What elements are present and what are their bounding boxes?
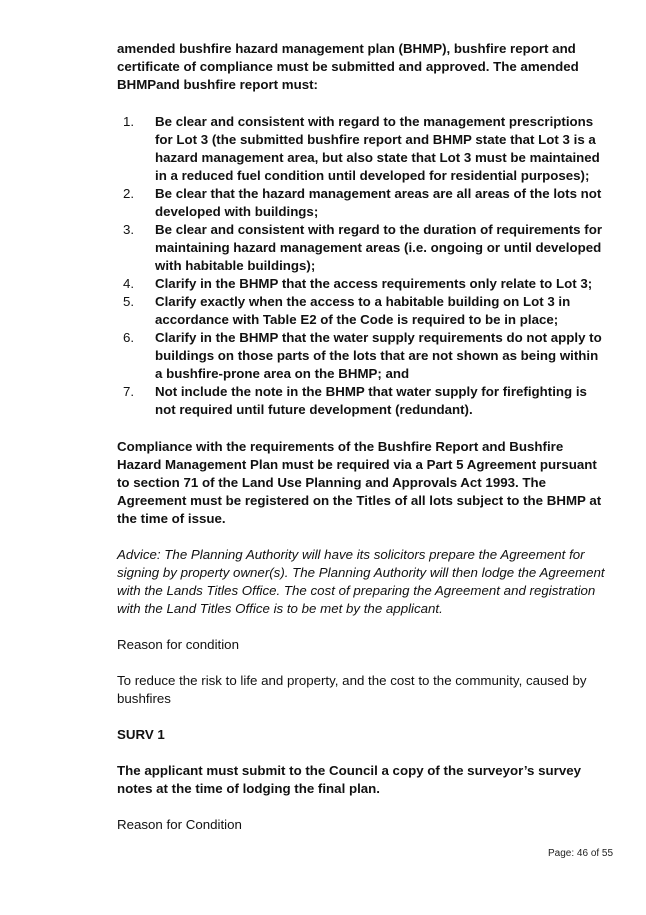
- list-item: [117, 329, 607, 383]
- intro-paragraph: amended bushfire hazard management plan (BHMP), bushfire report and certificate of compliance must be submitted and approved. The amended BHMPand bushfire report must:: [117, 41, 579, 92]
- list-item-number: 6.: [123, 330, 135, 345]
- list-item: [117, 185, 607, 221]
- surv-paragraph: The applicant must submit to the Council a copy of the surveyor’s survey notes at the time of lodging the final plan.: [117, 763, 582, 796]
- document-page: [117, 40, 607, 834]
- page-number: Page: 46 of 55: [548, 848, 614, 859]
- list-item-number: 2.: [123, 186, 135, 201]
- reason-heading: Reason for Condition: [117, 817, 242, 832]
- section-heading-surv: SURV 1: [117, 727, 165, 742]
- list-item-text: Clarify in the BHMP that the water supply requirements do not apply to buildings on those parts of the lots that are not shown as being within a bushfire-prone area on the BHMP; and: [155, 330, 602, 381]
- list-item: [117, 221, 607, 275]
- list-item: [117, 113, 607, 185]
- list-item: [117, 383, 607, 419]
- list-item-number: 3.: [123, 222, 135, 237]
- advice-paragraph: Advice: The Planning Authority will have its solicitors prepare the Agreement for signing by property owner(s). The Planning Authority will then lodge the Agreement with the Lands Titles Office. The cost of preparing the Agreement and registration with the Land Titles Office is to be met by the applicant.: [117, 547, 605, 616]
- list-item-text: Be clear that the hazard management areas are all areas of the lots not developed with buildings;: [155, 186, 602, 219]
- list-item-text: Clarify exactly when the access to a habitable building on Lot 3 in accordance with Table E2 of the Code is required to be in place;: [155, 294, 571, 327]
- reason-heading: Reason for condition: [117, 637, 239, 652]
- reason-text: To reduce the risk to life and property, and the cost to the community, caused by bushfires: [117, 673, 587, 706]
- list-item-number: 7.: [123, 384, 135, 399]
- list-item-number: 1.: [123, 114, 135, 129]
- list-item-text: Clarify in the BHMP that the access requirements only relate to Lot 3;: [155, 276, 593, 291]
- list-item-number: 4.: [123, 276, 135, 291]
- list-item: [117, 293, 607, 329]
- list-item-text: Be clear and consistent with regard to the management prescriptions for Lot 3 (the submitted bushfire report and BHMP state that Lot 3 is a hazard management area, but also state that Lot 3 must be maintained in a reduced fuel condition until developed for residential purposes);: [155, 114, 600, 183]
- list-item-text: Be clear and consistent with regard to the duration of requirements for maintaining hazard management areas (i.e. ongoing or until developed with habitable buildings);: [155, 222, 602, 273]
- compliance-paragraph: Compliance with the requirements of the Bushfire Report and Bushfire Hazard Management Plan must be required via a Part 5 Agreement pursuant to section 71 of the Land Use Planning and Approvals Act 1993. The Agreement must be registered on the Titles of all lots subject to the BHMP at the time of issue.: [117, 439, 602, 526]
- list-item-text: Not include the note in the BHMP that water supply for firefighting is not required until future development (redundant).: [155, 384, 587, 417]
- condition-list: [117, 113, 607, 419]
- list-item-number: 5.: [123, 294, 135, 309]
- list-item: [117, 275, 607, 293]
